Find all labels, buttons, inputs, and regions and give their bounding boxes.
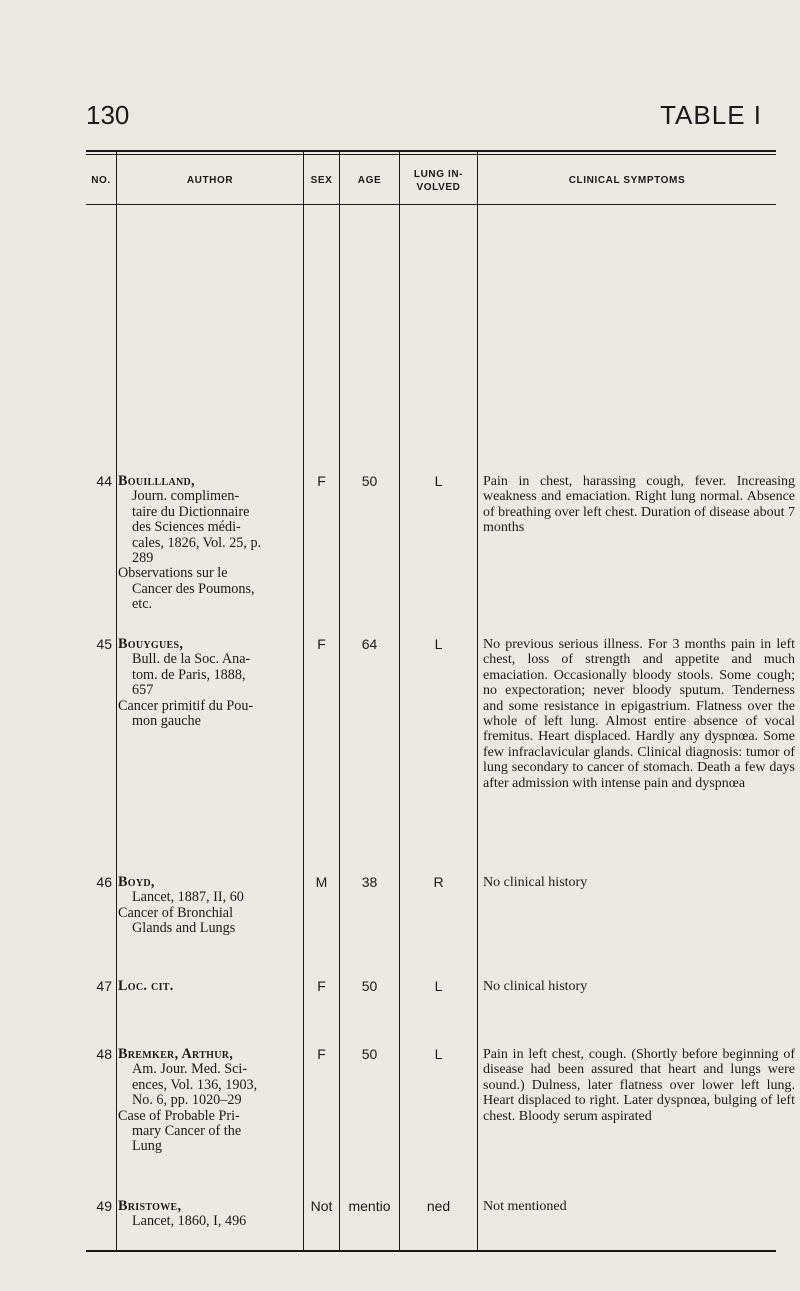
author-cell bbox=[118, 637, 304, 729]
col-rule-1 bbox=[116, 152, 117, 1250]
article-title-line: Cancer primitif du Pou- bbox=[118, 697, 254, 714]
col-rule-4 bbox=[399, 152, 400, 1250]
article-title-line: Cancer des Poumons, bbox=[132, 580, 255, 597]
sex-cell: F bbox=[317, 1046, 326, 1062]
row-number: 48 bbox=[96, 1046, 112, 1062]
header-sex: SEX bbox=[310, 175, 333, 186]
symptoms-cell: Pain in chest, harassing cough, fever. Increasing weakness and emaciation. Right lung normal. Absence of breathing over left chest. Duration of disease about 7 months bbox=[483, 474, 795, 536]
age-cell: 50 bbox=[361, 1046, 378, 1062]
age-cell: 64 bbox=[361, 636, 378, 652]
symptoms-cell: Pain in left chest, cough. (Shortly before beginning of disease had been assured that heart and lungs were sound.) Dulness, later flatness over lower left lung. Heart displaced to right. Later dyspnœa, bulging of left chest. Bloody serum aspirated bbox=[483, 1047, 795, 1124]
author-line: taire du Dictionnaire bbox=[132, 503, 250, 520]
author-name: Bouillland, bbox=[118, 473, 195, 489]
article-title-line: Cancer of Bronchial bbox=[118, 904, 234, 921]
author-line: cales, 1826, Vol. 25, p. bbox=[132, 534, 262, 551]
author-line: Am. Jour. Med. Sci- bbox=[132, 1061, 248, 1078]
col-rule-3 bbox=[339, 152, 340, 1250]
author-line: 657 bbox=[132, 682, 154, 699]
lung-cell: L bbox=[434, 1046, 443, 1062]
author-cell bbox=[118, 1199, 304, 1230]
author-line: Bull. de la Soc. Ana- bbox=[132, 651, 251, 668]
author-cell bbox=[118, 1047, 304, 1155]
sex-cell: F bbox=[317, 473, 326, 489]
page-number: 130 bbox=[86, 100, 130, 130]
article-title-line: Lung bbox=[132, 1138, 162, 1155]
header-author: AUTHOR bbox=[186, 175, 234, 186]
author-name: Bristowe, bbox=[118, 1198, 182, 1214]
page-header bbox=[86, 100, 762, 140]
age-cell: mentio bbox=[348, 1198, 391, 1214]
symptoms-cell: No clinical history bbox=[483, 875, 588, 890]
lung-cell: L bbox=[434, 978, 443, 994]
symptoms-cell: No clinical history bbox=[483, 979, 588, 994]
col-rule-5 bbox=[477, 152, 478, 1250]
row-number: 44 bbox=[96, 473, 112, 489]
author-name: Bremker, Arthur, bbox=[118, 1046, 234, 1062]
article-title-line: Case of Probable Pri- bbox=[118, 1107, 240, 1124]
age-cell: 50 bbox=[361, 978, 378, 994]
lung-cell: L bbox=[434, 636, 443, 652]
article-title-line: Observations sur le bbox=[118, 565, 228, 582]
header-symptoms: CLINICAL SYMPTOMS bbox=[568, 175, 686, 186]
author-name: Loc. cit. bbox=[118, 978, 174, 994]
age-cell: 38 bbox=[361, 874, 378, 890]
header-lung-line2: VOLVED bbox=[416, 182, 461, 193]
row-number: 49 bbox=[96, 1198, 112, 1214]
sex-cell: F bbox=[317, 636, 326, 652]
article-title-line: mon gauche bbox=[132, 713, 201, 730]
article-title-line: Glands and Lungs bbox=[132, 920, 236, 937]
sex-cell: Not bbox=[310, 1198, 333, 1214]
table-bottom-rule bbox=[86, 1250, 776, 1252]
lung-cell: ned bbox=[426, 1198, 451, 1214]
lung-cell: R bbox=[433, 874, 444, 890]
author-name: Boyd, bbox=[118, 874, 155, 890]
header-lung bbox=[400, 168, 477, 194]
author-line: Lancet, 1887, II, 60 bbox=[132, 889, 244, 906]
author-line: des Sciences médi- bbox=[132, 519, 241, 536]
article-title-line: mary Cancer of the bbox=[132, 1123, 242, 1140]
author-cell bbox=[118, 875, 304, 937]
header-lung-line1: LUNG IN- bbox=[413, 169, 464, 180]
table-top-rule-2 bbox=[86, 154, 776, 155]
row-number: 47 bbox=[96, 978, 112, 994]
article-title-line: etc. bbox=[132, 596, 153, 613]
author-cell bbox=[118, 979, 304, 994]
author-line: 289 bbox=[132, 550, 154, 567]
table-top-rule bbox=[86, 150, 776, 152]
author-line: Journ. complimen- bbox=[132, 488, 240, 505]
author-line: tom. de Paris, 1888, bbox=[132, 666, 246, 683]
author-line: No. 6, pp. 1020–29 bbox=[132, 1092, 242, 1109]
author-name: Bouygues, bbox=[118, 636, 184, 652]
header-no: NO. bbox=[91, 175, 111, 186]
lung-cell: L bbox=[434, 473, 443, 489]
row-number: 46 bbox=[96, 874, 112, 890]
sex-cell: F bbox=[317, 978, 326, 994]
author-line: ences, Vol. 136, 1903, bbox=[132, 1076, 258, 1093]
sex-cell: M bbox=[315, 874, 328, 890]
header-age: AGE bbox=[357, 175, 382, 186]
symptoms-cell: No previous serious illness. For 3 months pain in left chest, loss of strength and appetite and much emaciation. Occasionally bloody stools. Some cough; no expectoration; never bloody sputum. Tenderness and some resistance in epigastrium. Flatness over the whole of left lung. Almost entire absence of vocal fremitus. Heart displaced. Hardly any dyspnœa. Some few infraclavicular glands. Clinical diagnosis: tumor of lung secondary to cancer of stomach. Death a few days after admission with intense pain and dyspnœa bbox=[483, 637, 795, 791]
age-cell: 50 bbox=[361, 473, 378, 489]
author-cell bbox=[118, 474, 304, 613]
symptoms-cell: Not mentioned bbox=[483, 1199, 567, 1214]
author-line: Lancet, 1860, I, 496 bbox=[132, 1213, 247, 1230]
header-bottom-rule bbox=[86, 204, 776, 205]
page-title: TABLE I bbox=[660, 100, 762, 130]
row-number: 45 bbox=[96, 636, 112, 652]
